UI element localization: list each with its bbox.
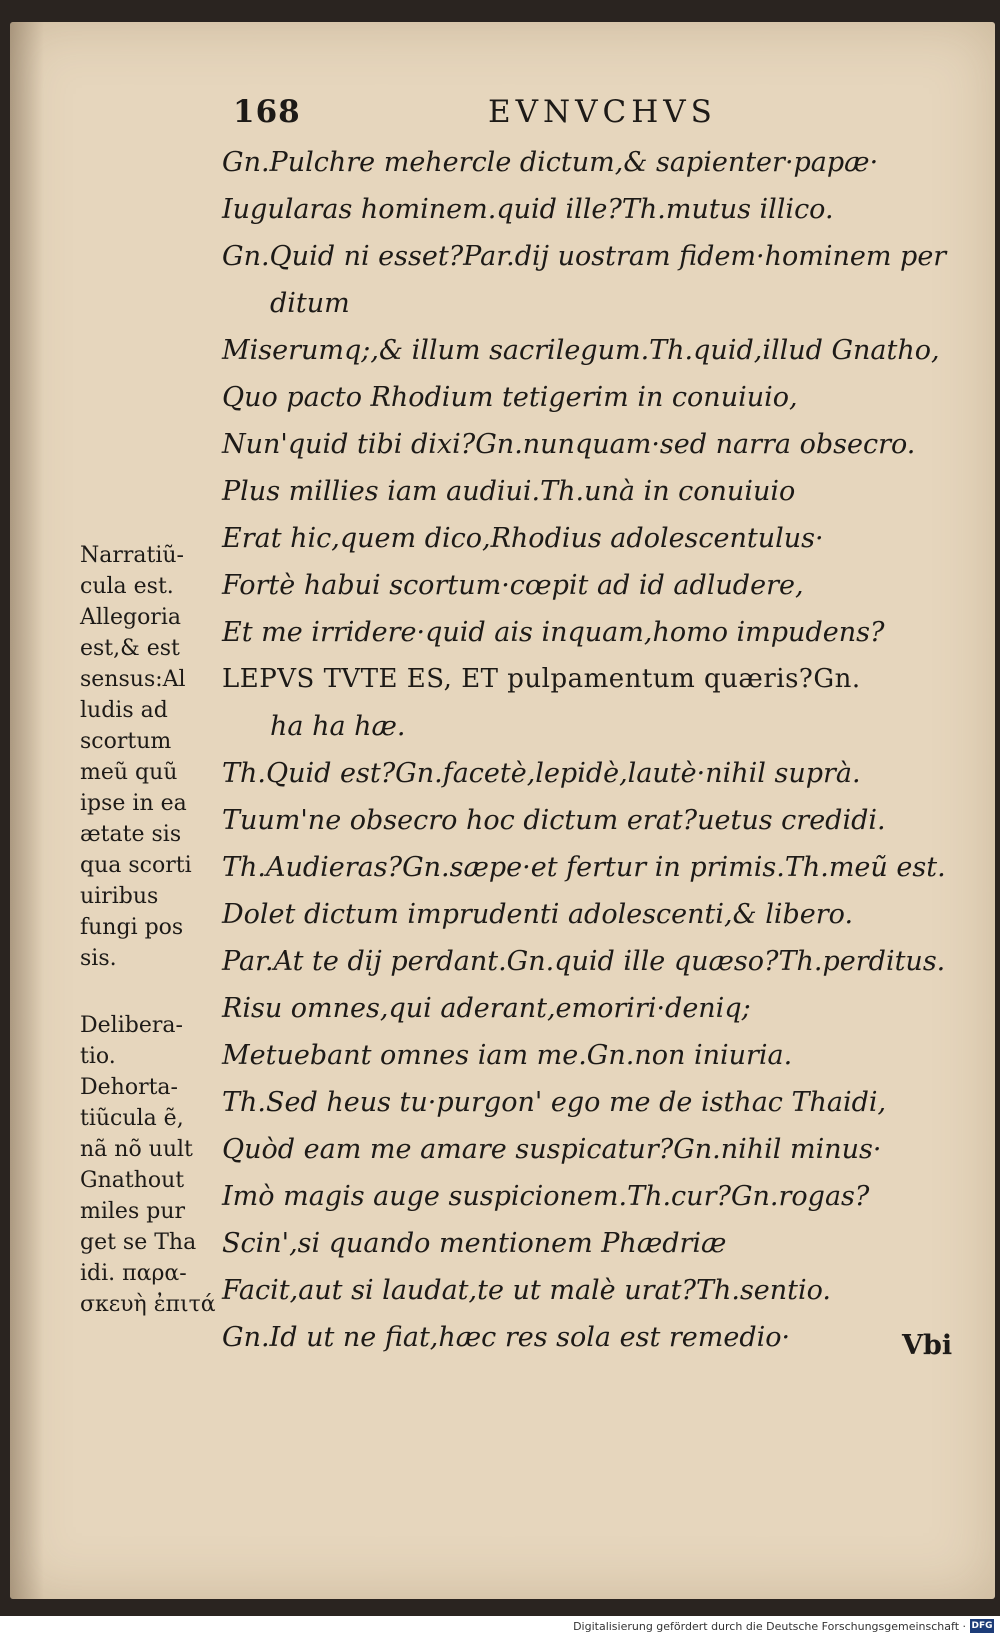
margin-note: Narratiũ- bbox=[80, 543, 184, 568]
margin-note: scortum bbox=[80, 729, 172, 754]
margin-note: cula est. bbox=[80, 574, 174, 599]
verse-line: Tuum'ne obsecro hoc dictum erat?uetus credidi. bbox=[222, 805, 886, 836]
margin-note: est,& est bbox=[80, 636, 180, 661]
verse-text bbox=[222, 139, 962, 1361]
verse-line: Quòd eam me amare suspicatur?Gn.nihil minus· bbox=[222, 1134, 882, 1165]
margin-note: miles pur bbox=[80, 1199, 186, 1224]
verse-line: Th.Audieras?Gn.sæpe·et fertur in primis.Th.meũ est. bbox=[222, 852, 946, 883]
margin-note: ipse in ea bbox=[80, 791, 187, 816]
verse-line: Fortè habui scortum·cœpit ad id adludere, bbox=[222, 570, 804, 601]
margin-note: ætate sis bbox=[80, 822, 182, 847]
verse-line: Gn.Id ut ne fiat,hæc res sola est remedio· bbox=[222, 1322, 791, 1353]
verse-line: Scin',si quando mentionem Phædriæ bbox=[222, 1228, 727, 1259]
margin-note: nã nõ uult bbox=[80, 1137, 193, 1162]
verse-line: Erat hic,quem dico,Rhodius adolescentulus· bbox=[222, 523, 824, 554]
verse-line: Risu omnes,qui aderant,emoriri·deniq; bbox=[222, 993, 751, 1024]
verse-line: Th.Quid est?Gn.facetè,lepidè,lautè·nihil suprà. bbox=[222, 758, 861, 789]
margin-note: tiũcula ẽ, bbox=[80, 1106, 184, 1131]
margin-note: get se Tha bbox=[80, 1230, 197, 1255]
margin-note: tio. bbox=[80, 1044, 116, 1069]
margin-notes bbox=[80, 540, 220, 1320]
verse-line: Nun'quid tibi dixi?Gn.nunquam·sed narra obsecro. bbox=[222, 429, 916, 460]
verse-line: LEPVS TVTE ES, ET pulpamentum quæris?Gn. bbox=[222, 664, 861, 694]
margin-note: fungi pos bbox=[80, 915, 184, 940]
digitization-credit: Digitalisierung gefördert durch die Deutsche Forschungsgemeinschaft · bbox=[573, 1620, 966, 1633]
dfg-logo: DFG bbox=[971, 1621, 993, 1631]
verse-line: Iugularas hominem.quid ille?Th.mutus illico. bbox=[222, 194, 834, 225]
margin-note: sis. bbox=[80, 946, 117, 971]
verse-line: Gn.Quid ni esset?Par.dij uostram fidem·hominem per bbox=[222, 241, 947, 272]
margin-note: Dehorta- bbox=[80, 1075, 178, 1100]
verse-line: ditum bbox=[270, 288, 350, 319]
margin-note: sensus:Al bbox=[80, 667, 186, 692]
verse-line: Plus millies iam audiui.Th.unà in conuiuio bbox=[222, 476, 796, 507]
verse-line: Par.At te dij perdant.Gn.quid ille quæso?Th.perditus. bbox=[222, 946, 946, 977]
margin-note: qua scorti bbox=[80, 853, 192, 878]
catchword: Vbi bbox=[902, 1330, 953, 1361]
verse-line: Miserumq;,& illum sacrilegum.Th.quid,illud Gnatho, bbox=[222, 335, 940, 366]
verse-line: Metuebant omnes iam me.Gn.non iniuria. bbox=[222, 1040, 793, 1071]
margin-note: ludis ad bbox=[80, 698, 168, 723]
verse-line: ha ha hæ. bbox=[270, 711, 406, 742]
page-number: 168 bbox=[233, 94, 301, 130]
margin-note: σκευὴ ἐπιτά bbox=[80, 1292, 216, 1317]
margin-note: uiribus bbox=[80, 884, 159, 909]
verse-line: Imò magis auge suspicionem.Th.cur?Gn.rogas? bbox=[222, 1181, 870, 1212]
margin-note: idi. παρα- bbox=[80, 1261, 187, 1286]
verse-line: Dolet dictum imprudenti adolescenti,& libero. bbox=[222, 899, 854, 930]
margin-note: Gnathout bbox=[80, 1168, 185, 1193]
verse-line: Th.Sed heus tu·purgon' ego me de isthac Thaidi, bbox=[222, 1087, 887, 1118]
page-gutter-shadow bbox=[10, 22, 44, 1599]
margin-note: meũ quũ bbox=[80, 760, 178, 785]
verse-line: Gn.Pulchre mehercle dictum,& sapienter·papæ· bbox=[222, 147, 879, 178]
verse-line: Et me irridere·quid ais inquam,homo impudens? bbox=[222, 617, 885, 648]
running-title: EVNVCHVS bbox=[488, 94, 717, 130]
verse-line: Quo pacto Rhodium tetigerim in conuiuio, bbox=[222, 382, 798, 413]
margin-note: Allegoria bbox=[80, 605, 181, 630]
verse-line: Facit,aut si laudat,te ut malè urat?Th.sentio. bbox=[222, 1275, 832, 1306]
margin-note: Delibera- bbox=[80, 1013, 183, 1038]
